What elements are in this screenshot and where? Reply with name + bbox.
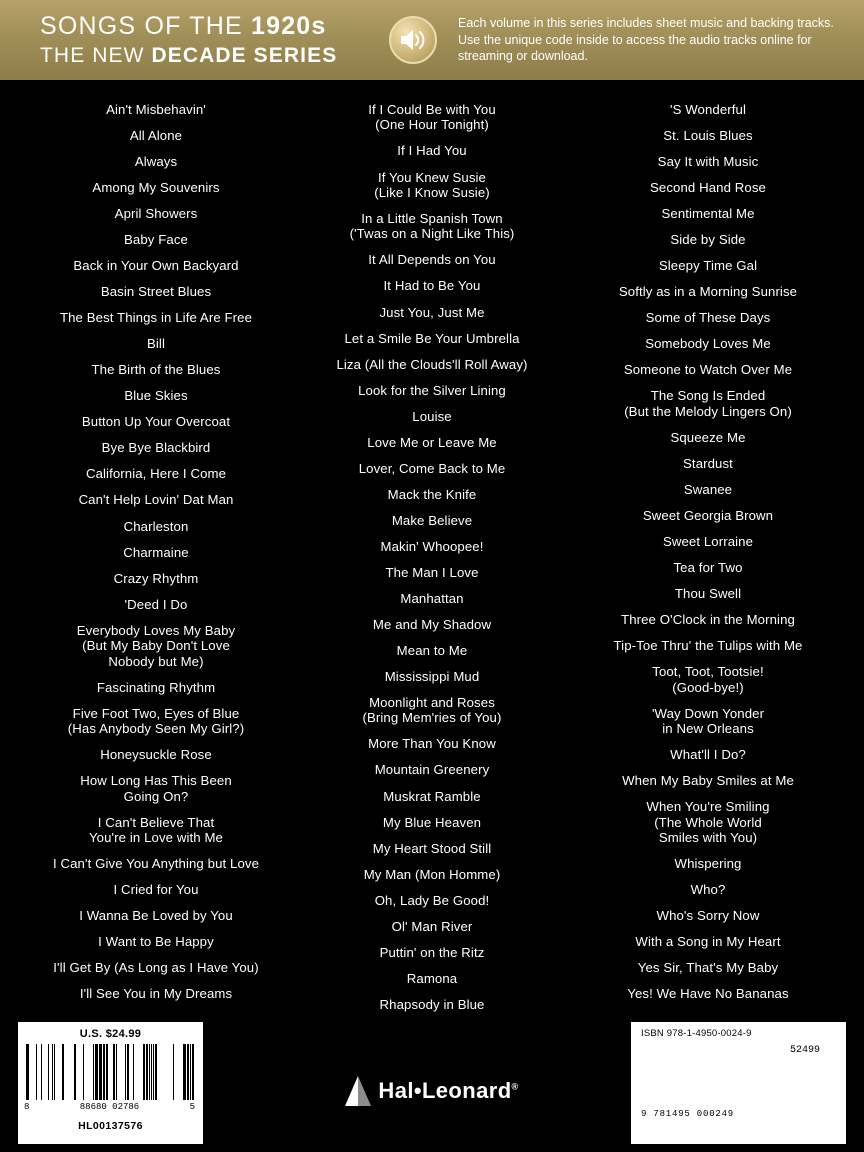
song-title-line: Three O'Clock in the Morning [621, 612, 795, 628]
song-title [24, 492, 288, 507]
song-title-line: Tea for Two [673, 559, 743, 575]
song-title-line: Sweet Lorraine [662, 533, 754, 549]
song-title [576, 560, 840, 575]
song-title [576, 362, 840, 377]
hal-leonard-mark-icon [345, 1076, 371, 1106]
song-title [24, 815, 288, 846]
song-title [576, 612, 840, 627]
song-title [24, 466, 288, 481]
song-title-line: Bye Bye Blackbird [101, 440, 211, 456]
song-title [24, 680, 288, 695]
song-title-line: Mississippi Mud [384, 668, 480, 684]
song-title-line: Love Me or Leave Me [367, 434, 497, 450]
song-title-line: Swanee [683, 481, 733, 497]
song-title [576, 638, 840, 653]
song-title [576, 908, 840, 923]
song-title [24, 519, 288, 534]
upc-right-digit: 5 [189, 1102, 195, 1112]
isbn-addon-block [774, 1045, 836, 1107]
song-title [576, 128, 840, 143]
song-title [576, 154, 840, 169]
song-title [576, 180, 840, 195]
song-title-line: Puttin' on the Ritz [379, 944, 485, 960]
header-title-block [40, 12, 370, 68]
song-title [576, 258, 840, 273]
song-title [24, 180, 288, 195]
isbn-digits: 9 781495 000249 [641, 1109, 735, 1119]
song-title-line: Side by Side [670, 232, 746, 248]
song-title-line: How Long Has This Been [80, 773, 232, 789]
song-title [300, 617, 564, 632]
song-title-line: Say It with Music [657, 154, 759, 170]
song-title [576, 508, 840, 523]
song-title-line: In a Little Spanish Town [361, 210, 503, 226]
song-title [24, 597, 288, 612]
song-title [576, 882, 840, 897]
song-title-line: All Alone [129, 128, 183, 144]
isbn-barcode-box [631, 1022, 846, 1144]
footer [0, 1014, 864, 1152]
song-title-line: If You Knew Susie [377, 169, 486, 185]
song-title-line: Charleston [123, 518, 189, 534]
song-column-3 [570, 102, 846, 1002]
song-title [24, 232, 288, 247]
song-title-line: Crazy Rhythm [113, 570, 199, 586]
song-title-line: I Can't Give You Anything but Love [52, 856, 260, 871]
song-title-line: (But the Melody Lingers On) [624, 403, 792, 419]
song-title-line: Look for the Silver Lining [358, 382, 506, 398]
song-title-line: Ain't Misbehavin' [106, 102, 206, 117]
song-title [24, 934, 288, 949]
song-title [576, 747, 840, 762]
song-title-line: My Blue Heaven [382, 814, 482, 830]
song-title-line: Just You, Just Me [379, 304, 485, 320]
song-title [300, 487, 564, 502]
song-title-line: Going On? [123, 788, 189, 804]
song-title-line: Button Up Your Overcoat [81, 414, 231, 430]
song-title [24, 856, 288, 871]
song-title [24, 986, 288, 1001]
song-title [576, 586, 840, 601]
song-title [300, 591, 564, 606]
song-title-line: Moonlight and Roses [369, 694, 495, 710]
song-title [300, 762, 564, 777]
song-title-line: Liza (All the Clouds'll Roll Away) [336, 356, 528, 372]
song-title [24, 362, 288, 377]
song-title [300, 867, 564, 882]
song-list-columns [0, 80, 864, 1012]
song-title-line: Five Foot Two, Eyes of Blue [72, 705, 240, 721]
song-title-line: Ramona [406, 970, 458, 986]
song-title [576, 773, 840, 788]
song-title-line: Who's Sorry Now [656, 908, 760, 924]
song-title-line: When You're Smiling [646, 799, 770, 815]
song-title [300, 252, 564, 267]
song-title-line: The Birth of the Blues [91, 362, 221, 378]
song-title-line: Makin' Whoopee! [380, 538, 484, 554]
song-title [300, 736, 564, 751]
song-title [300, 815, 564, 830]
song-title-line: Among My Souvenirs [92, 180, 220, 196]
song-title [576, 960, 840, 975]
song-title-line: Mountain Greenery [374, 762, 490, 778]
song-title-line: Mack the Knife [387, 486, 477, 502]
song-title-line: Louise [412, 408, 452, 424]
song-title-line: Rhapsody in Blue [379, 996, 485, 1012]
song-title [24, 623, 288, 669]
isbn-addon-value: 52499 [789, 1045, 820, 1056]
song-title-line: (Good-bye!) [672, 679, 744, 695]
song-title [576, 799, 840, 845]
song-title [300, 409, 564, 424]
series-description: Each volume in this series includes sheet music and backing tracks. Use the unique code inside to access the audio tracks online for streaming or download. [458, 16, 834, 64]
song-title-line: Softly as in a Morning Sunrise [618, 284, 798, 300]
song-title [576, 102, 840, 117]
song-title-line: Toot, Toot, Tootsie! [652, 664, 764, 680]
song-title [300, 841, 564, 856]
song-title-line: I Cried for You [113, 882, 199, 898]
song-title-line: Make Believe [391, 512, 473, 528]
isbn-addon-barcode [774, 1057, 836, 1107]
song-title-line: (But My Baby Don't Love [82, 638, 230, 654]
song-title [300, 331, 564, 346]
song-title-line: I'll See You in My Dreams [79, 986, 233, 1002]
song-title [576, 430, 840, 445]
series-title-line-2: THE NEW DECADE SERIES [40, 44, 338, 67]
song-title-line: Whispering [674, 856, 742, 871]
song-title-line: Someone to Watch Over Me [623, 362, 793, 378]
song-title [300, 461, 564, 476]
song-title-line: The Song Is Ended [650, 388, 766, 404]
song-title-line: I Can't Believe That [97, 814, 215, 830]
song-title [300, 211, 564, 242]
song-title [300, 789, 564, 804]
song-title [24, 258, 288, 273]
song-title-line: Who? [690, 882, 726, 898]
song-title-line: Baby Face [124, 232, 188, 248]
song-title [576, 706, 840, 737]
song-title [300, 102, 564, 133]
song-title-line: Me and My Shadow [372, 616, 492, 632]
song-title-line: Sleepy Time Gal [658, 258, 758, 274]
song-title [300, 357, 564, 372]
song-title-line: You're in Love with Me [89, 829, 223, 845]
song-title-line: April Showers [114, 206, 198, 222]
song-title [24, 545, 288, 560]
song-title-line: I Wanna Be Loved by You [79, 908, 233, 924]
song-title-line: Back in Your Own Backyard [73, 258, 239, 274]
song-title-line: More Than You Know [368, 736, 496, 752]
song-column-2 [294, 102, 570, 1012]
song-title-line: Yes Sir, That's My Baby [637, 960, 779, 976]
song-title-line: The Best Things in Life Are Free [59, 310, 253, 326]
song-title [576, 986, 840, 1001]
song-title [24, 908, 288, 923]
song-title-line: Muskrat Ramble [383, 788, 481, 804]
song-title [24, 414, 288, 429]
song-title-line: Fascinating Rhythm [96, 679, 216, 695]
song-title [576, 232, 840, 247]
song-title [300, 919, 564, 934]
song-title [300, 695, 564, 726]
song-title [576, 206, 840, 221]
song-title-line: 'S Wonderful [669, 102, 747, 117]
song-title [24, 882, 288, 897]
song-title [576, 482, 840, 497]
song-title [24, 388, 288, 403]
song-title [24, 206, 288, 221]
song-title [300, 997, 564, 1012]
series-title-line-1: SONGS OF THE 1920s [40, 12, 327, 40]
song-title [300, 278, 564, 293]
song-title-line: St. Louis Blues [663, 128, 753, 144]
song-title-line: (The Whole World [654, 814, 762, 830]
song-title-line: Smiles with You) [658, 829, 758, 845]
song-title [300, 539, 564, 554]
song-title [24, 960, 288, 975]
song-title [300, 435, 564, 450]
song-title [300, 971, 564, 986]
upc-left-digit: 8 [24, 1102, 30, 1112]
song-title [24, 336, 288, 351]
song-title-line: Second Hand Rose [650, 180, 766, 196]
song-title-line: Manhattan [400, 590, 464, 606]
song-title [576, 388, 840, 419]
song-title-line: Can't Help Lovin' Dat Man [78, 492, 234, 508]
song-title [24, 571, 288, 586]
song-title-line: Somebody Loves Me [645, 336, 771, 352]
song-title-line: Thou Swell [674, 586, 742, 601]
song-title-line: What'll I Do? [670, 747, 746, 763]
song-title-line: (Bring Mem'ries of You) [362, 710, 502, 726]
song-title-line: Charmaine [123, 544, 189, 560]
song-title-line: Let a Smile Be Your Umbrella [344, 330, 520, 346]
isbn-label: ISBN 978-1-4950-0024-9 [641, 1028, 752, 1039]
hal-leonard-product-code: HL00137576 [78, 1120, 143, 1132]
song-title-line: Sentimental Me [661, 206, 755, 222]
song-title [24, 102, 288, 117]
song-title-line: Lover, Come Back to Me [358, 460, 506, 476]
song-title-line: Tip-Toe Thru' the Tulips with Me [613, 638, 803, 654]
price-label: U.S. $24.99 [79, 1028, 142, 1040]
song-title [300, 565, 564, 580]
song-title [24, 747, 288, 762]
song-title-line: The Man I Love [385, 564, 479, 580]
song-title-line: Everybody Loves My Baby [76, 622, 236, 638]
song-title-line: (One Hour Tonight) [375, 117, 489, 133]
song-title [300, 945, 564, 960]
song-title [300, 643, 564, 658]
song-title-line: With a Song in My Heart [635, 934, 781, 950]
upc-main-digits: 88680 02786 [79, 1102, 140, 1112]
song-title [576, 310, 840, 325]
song-title-line: My Heart Stood Still [372, 840, 492, 856]
song-title-line: Sweet Georgia Brown [642, 507, 774, 523]
song-title-line: My Man (Mon Homme) [363, 866, 501, 882]
song-title [24, 310, 288, 325]
song-title-line: in New Orleans [662, 721, 754, 736]
speaker-icon-wrap [380, 16, 446, 64]
song-title [300, 893, 564, 908]
song-title [300, 143, 564, 158]
song-title-line: It Had to Be You [383, 278, 481, 294]
song-title-line: California, Here I Come [85, 466, 227, 482]
song-column-1 [18, 102, 294, 1002]
song-title [24, 773, 288, 804]
song-title-line: Bill [147, 336, 165, 352]
song-title [300, 305, 564, 320]
song-title [576, 456, 840, 471]
song-title [24, 440, 288, 455]
song-title [576, 534, 840, 549]
song-title [24, 128, 288, 143]
song-title-line: Oh, Lady Be Good! [374, 892, 490, 908]
song-title [576, 934, 840, 949]
song-title [576, 336, 840, 351]
song-title-line: If I Had You [397, 143, 467, 159]
song-title [576, 284, 840, 299]
song-title [576, 664, 840, 695]
song-title-line: I Want to Be Happy [98, 934, 214, 950]
song-title-line: I'll Get By (As Long as I Have You) [53, 960, 259, 976]
publisher-name: Hal•Leonard® [378, 1078, 519, 1103]
song-title [300, 383, 564, 398]
song-title-line: Basin Street Blues [100, 284, 212, 300]
song-title-line: Some of These Days [645, 310, 771, 326]
song-title-line: Ol' Man River [391, 918, 473, 934]
song-title-line: Nobody but Me) [108, 653, 204, 669]
song-title-line: If I Could Be with You [368, 102, 496, 117]
speaker-icon [389, 16, 437, 64]
song-title-line: (Like I Know Susie) [374, 184, 490, 200]
song-title-line: Mean to Me [396, 642, 468, 658]
song-title-line: 'Way Down Yonder [651, 705, 765, 721]
song-title [576, 856, 840, 871]
song-title [24, 284, 288, 299]
song-title-line: 'Deed I Do [124, 596, 188, 612]
isbn-barcode [641, 1045, 761, 1103]
song-title-line: It All Depends on You [368, 252, 496, 268]
song-title-line: Always [134, 154, 178, 170]
song-title-line: (Has Anybody Seen My Girl?) [67, 721, 245, 736]
song-title-line: Squeeze Me [670, 429, 746, 445]
song-title [300, 170, 564, 201]
song-title-line: Stardust [683, 455, 733, 471]
song-title [300, 513, 564, 528]
song-title-line: Yes! We Have No Bananas [627, 986, 789, 1002]
song-title-line: When My Baby Smiles at Me [622, 773, 794, 789]
header-banner [0, 0, 864, 80]
song-title-line: Honeysuckle Rose [100, 747, 212, 763]
song-title [24, 706, 288, 737]
song-title-line: ('Twas on a Night Like This) [349, 226, 515, 242]
song-title [300, 669, 564, 684]
song-title [24, 154, 288, 169]
song-title-line: Blue Skies [124, 388, 188, 404]
